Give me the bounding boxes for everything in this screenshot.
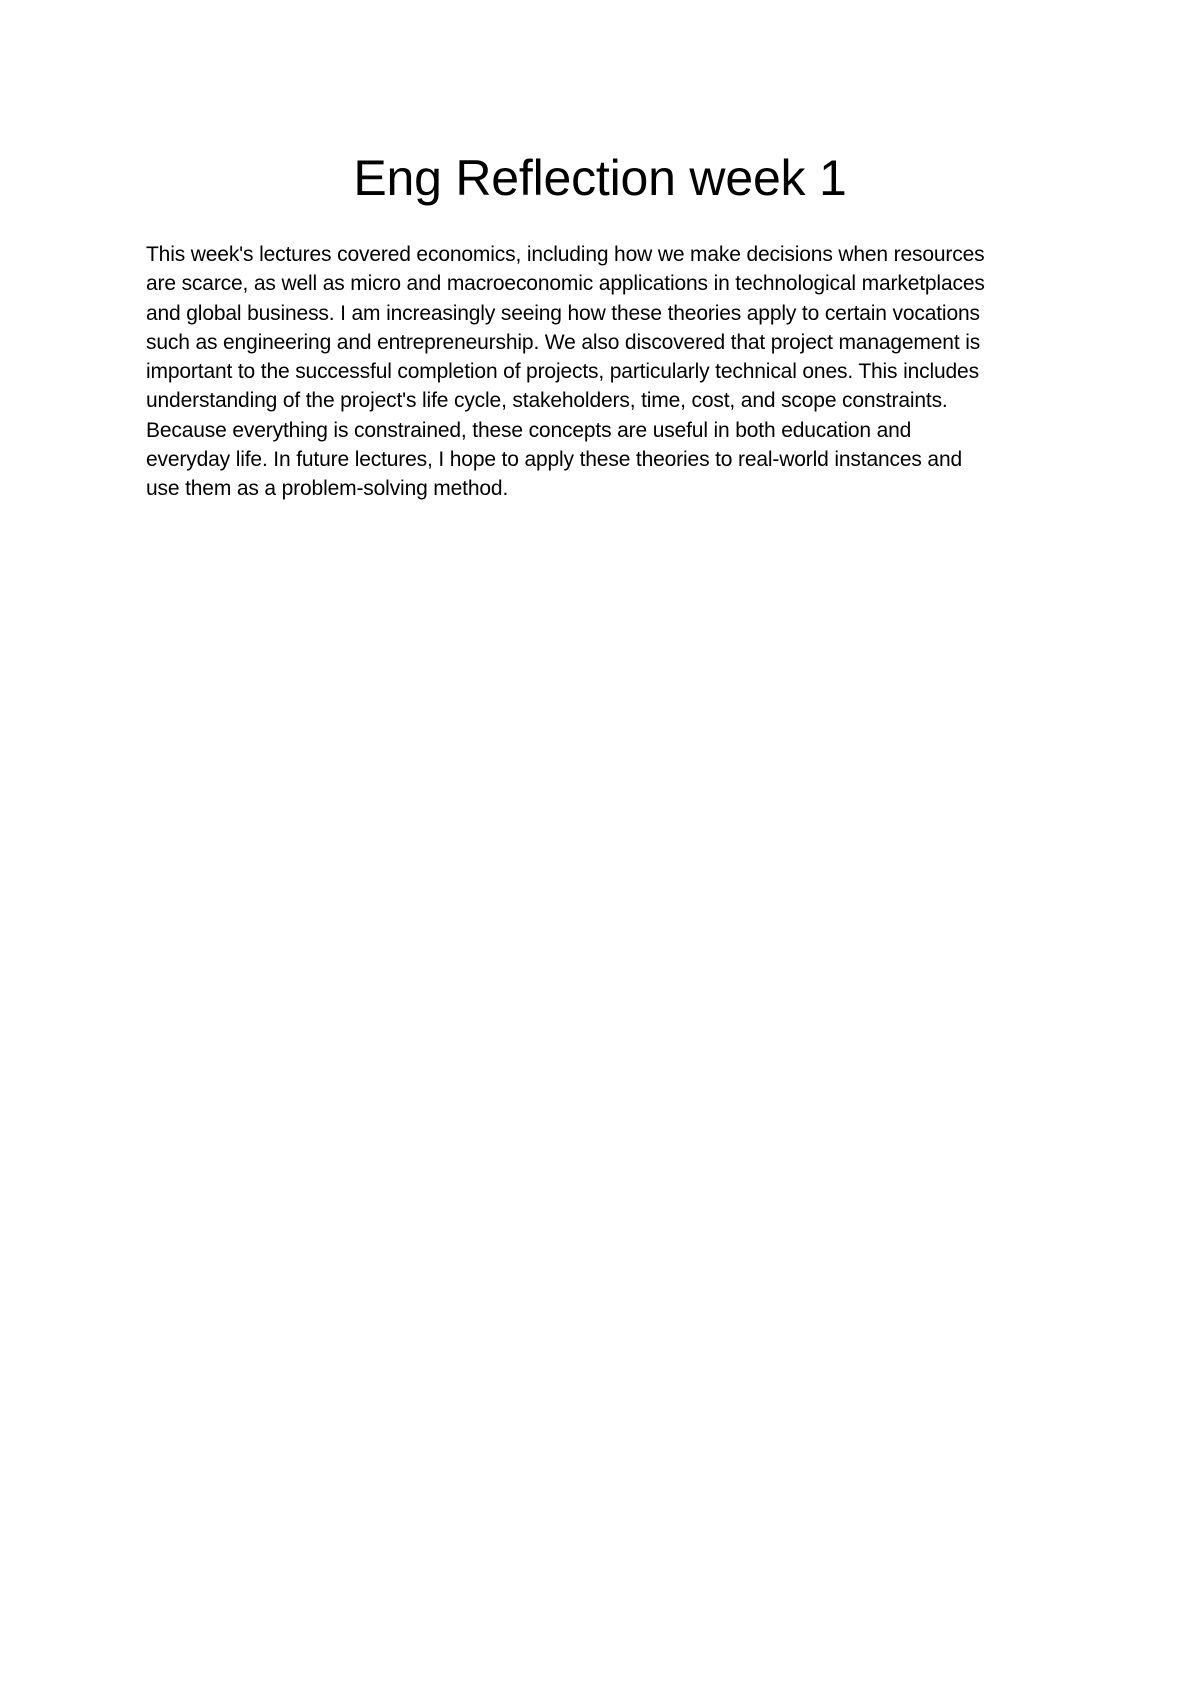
body-line: are scarce, as well as micro and macroeconomic applications in technological marketplaces <box>146 272 985 296</box>
body-line: everyday life. In future lectures, I hope to apply these theories to real-world instances and <box>146 448 963 472</box>
body-line: important to the successful completion of projects, particularly technical ones. This includes <box>146 360 979 384</box>
body-line: use them as a problem-solving method. <box>146 477 509 501</box>
body-line: understanding of the project's life cycle, stakeholders, time, cost, and scope constraints. <box>146 389 948 413</box>
document-body-paragraph <box>146 240 1056 504</box>
body-line: such as engineering and entrepreneurship. We also discovered that project management is <box>146 330 981 354</box>
body-line: This week's lectures covered economics, including how we make decisions when resources <box>146 243 985 266</box>
body-line: Because everything is constrained, these concepts are useful in both education and <box>146 418 912 442</box>
body-line: and global business. I am increasingly seeing how these theories apply to certain vocations <box>146 301 980 325</box>
document-title: Eng Reflection week 1 <box>353 150 847 206</box>
